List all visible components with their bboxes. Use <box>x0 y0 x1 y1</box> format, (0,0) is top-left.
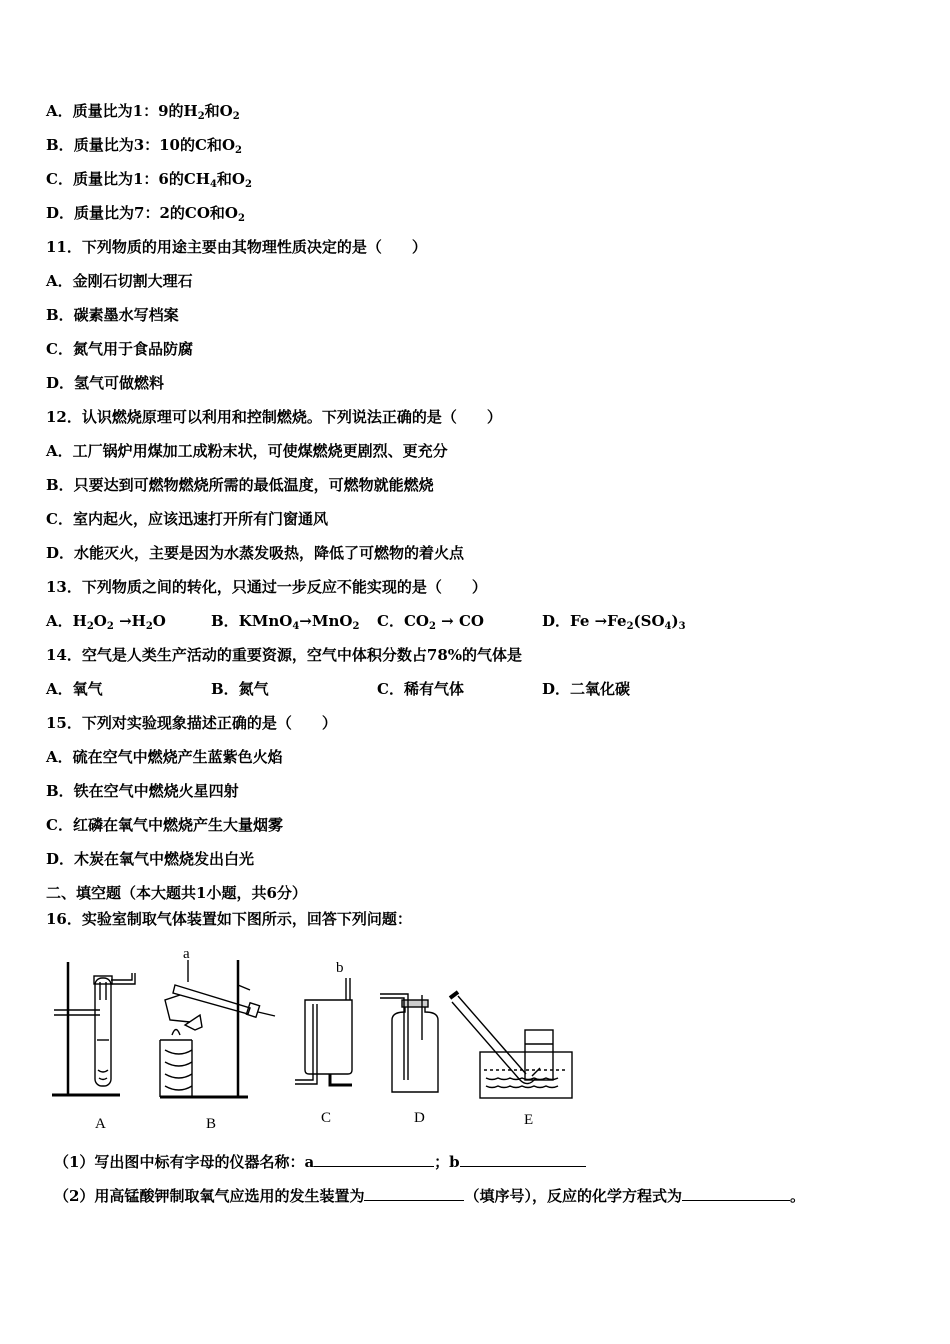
q14-option-b: B．氮气 <box>211 680 269 698</box>
answer-blank-equation[interactable] <box>682 1185 790 1201</box>
q12-option-b: B．只要达到可燃物燃烧所需的最低温度，可燃物就能燃烧 <box>46 476 434 494</box>
q15-option-d: D．木炭在氧气中燃烧发出白光 <box>46 850 255 868</box>
q12-option-a: A．工厂锅炉用煤加工成粉末状，可使煤燃烧更剧烈、更充分 <box>46 442 448 460</box>
marker-b: b <box>336 960 344 976</box>
q14-option-c: C．稀有气体 <box>377 680 464 698</box>
q14-option-d: D．二氧化碳 <box>542 680 631 698</box>
apparatus-e <box>450 992 572 1098</box>
label-e: E <box>524 1112 534 1128</box>
q10-option-c: C．质量比为1：6的$CH_4$和$O_2$ <box>46 170 252 190</box>
q12-stem: 12．认识燃烧原理可以利用和控制燃烧。下列说法正确的是（ ） <box>46 408 502 426</box>
q11-option-c: C．氮气用于食品防腐 <box>46 340 193 358</box>
apparatus-c <box>295 978 352 1085</box>
q13-option-a: A．$H_2O_2 \to H_2O$ <box>46 612 166 632</box>
q11-stem: 11．下列物质的用途主要由其物理性质决定的是（ ） <box>46 238 427 256</box>
q16-sub2: （2）用高锰酸钾制取氧气应选用的发生装置为 （填序号），反应的化学方程式为 。 <box>54 1187 805 1205</box>
apparatus-a <box>52 962 135 1095</box>
q12-option-d: D．水能灭火，主要是因为水蒸发吸热，降低了可燃物的着火点 <box>46 544 465 562</box>
q15-option-b: B．铁在空气中燃烧火星四射 <box>46 782 239 800</box>
q10-option-a: A．质量比为1：9的$H_2$和$O_2$ <box>46 102 240 122</box>
q15-option-c: C．红磷在氧气中燃烧产生大量烟雾 <box>46 816 283 834</box>
q12-option-c: C．室内起火，应该迅速打开所有门窗通风 <box>46 510 328 528</box>
answer-blank-a[interactable] <box>314 1151 434 1167</box>
q13-stem: 13．下列物质之间的转化，只通过一步反应不能实现的是（ ） <box>46 578 487 596</box>
q10-option-b: B．质量比为3：10的C和$O_2$ <box>46 136 242 156</box>
marker-a: a <box>183 946 190 962</box>
apparatus-b <box>160 960 275 1097</box>
q15-stem: 15．下列对实验现象描述正确的是（ ） <box>46 714 337 732</box>
apparatus-d <box>380 994 438 1092</box>
label-b: B <box>206 1116 217 1132</box>
section-heading: 二、填空题（本大题共1小题，共6分） <box>46 884 307 902</box>
label-d: D <box>414 1110 425 1126</box>
q11-option-d: D．氢气可做燃料 <box>46 374 165 392</box>
answer-blank-device[interactable] <box>364 1185 464 1201</box>
q13-option-d: D．$Fe \to Fe_2(SO_4)_3$ <box>542 612 686 632</box>
label-a: A <box>95 1116 106 1132</box>
q15-option-a: A．硫在空气中燃烧产生蓝紫色火焰 <box>46 748 283 766</box>
q14-option-a: A．氧气 <box>46 680 103 698</box>
label-c: C <box>321 1110 332 1126</box>
q16-stem: 16．实验室制取气体装置如下图所示，回答下列问题： <box>46 910 412 928</box>
q11-option-a: A．金刚石切割大理石 <box>46 272 193 290</box>
q13-option-b: B．KMnO$_4$→MnO$_2$ <box>211 612 360 632</box>
apparatus-figure <box>40 940 600 1140</box>
q14-stem: 14．空气是人类生产活动的重要资源，空气中体积分数占78%的气体是 <box>46 646 523 664</box>
q13-option-c: C．$CO_2$ → CO <box>377 612 484 632</box>
q16-sub1: （1）写出图中标有字母的仪器名称：a ；b <box>54 1151 586 1172</box>
q11-option-b: B．碳素墨水写档案 <box>46 306 179 324</box>
answer-blank-b[interactable] <box>460 1151 586 1167</box>
q10-option-d: D．质量比为7：2的CO和$O_2$ <box>46 204 245 224</box>
